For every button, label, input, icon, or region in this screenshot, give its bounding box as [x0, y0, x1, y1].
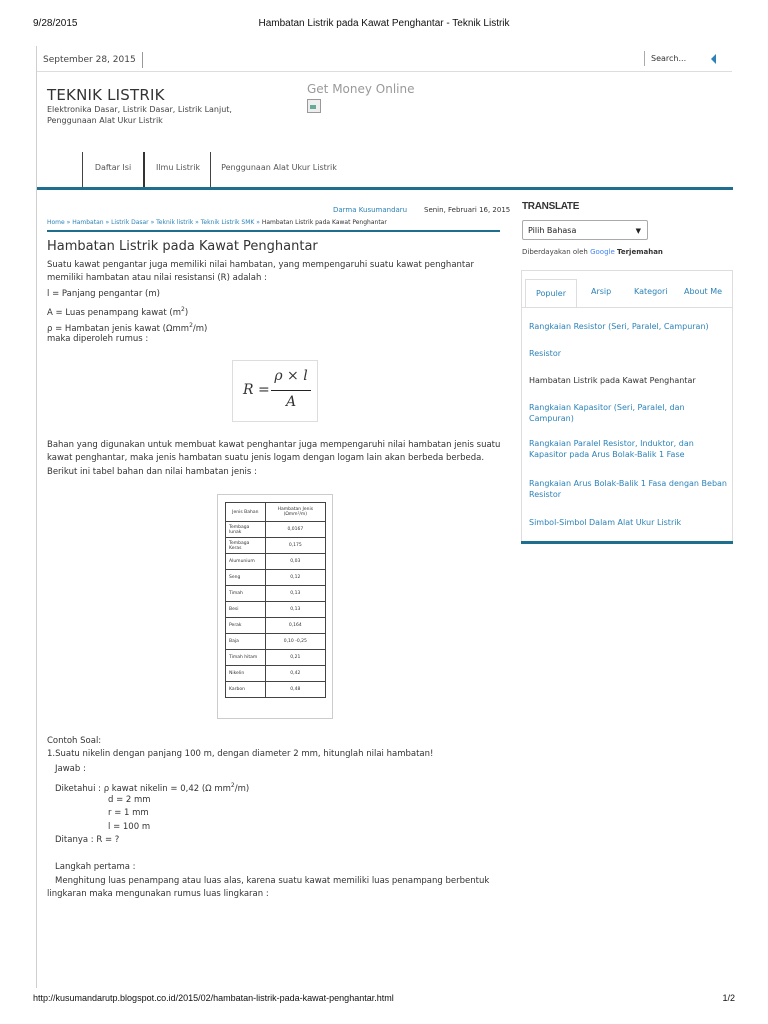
breadcrumb-link[interactable]: Home — [47, 219, 65, 226]
breadcrumb-link[interactable]: Listrik Dasar — [111, 219, 149, 226]
site-description: Elektronika Dasar, Listrik Dasar, Listrik Lanjut, Penggunaan Alat Ukur Listrik — [47, 105, 232, 125]
formula-numerator: ρ × l — [274, 368, 308, 384]
widget-bottom-bar — [521, 541, 733, 544]
popular-post-link[interactable]: Rangkaian Kapasitor (Seri, Paralel, dan Campuran) — [529, 403, 685, 423]
translate-link[interactable]: Terjemahan — [617, 248, 663, 256]
answer-label: Jawab : — [55, 764, 86, 774]
table-row: Karbon 0,48 — [226, 682, 326, 698]
table-row: Baja 0,10 -0,25 — [226, 634, 326, 650]
print-title: Hambatan Listrik pada Kawat Penghantar - Teknik Listrik — [258, 18, 510, 29]
formula-lead: maka diperoleh rumus : — [47, 334, 149, 344]
tabs-divider — [522, 307, 732, 308]
popular-post-link[interactable]: Rangkaian Resistor (Seri, Paralel, Campuran) — [529, 322, 709, 331]
translate-title: TRANSLATE — [522, 201, 580, 212]
resistivity-table-image — [217, 494, 333, 719]
formula-fraction-bar — [271, 390, 311, 391]
nav-item-ilmu-listrik[interactable]: Ilmu Listrik — [143, 152, 211, 188]
breadcrumb-current: Hambatan Listrik pada Kawat Penghantar — [261, 219, 387, 226]
popular-post-link[interactable]: Simbol-Simbol Dalam Alat Ukur Listrik — [529, 518, 682, 527]
table-row: Nikelin 0,42 — [226, 666, 326, 682]
var-a: A = Luas penampang kawat $(m^2)$ — [47, 306, 189, 318]
nav-item-alat-ukur[interactable]: Penggunaan Alat Ukur Listrik — [210, 152, 347, 188]
dropdown-arrow-icon: ▼ — [635, 227, 641, 235]
table-row: Perak 0,164 — [226, 618, 326, 634]
asked: Ditanya : R = ? — [55, 835, 120, 845]
ad-title: Get Money Online — [307, 82, 415, 96]
var-rho: ρ = Hambatan jenis kawat (Ωmm$^2$/m) — [47, 322, 208, 334]
print-date: 9/28/2015 — [33, 18, 78, 29]
popular-post-link[interactable]: Rangkaian Arus Bolak-Balik 1 Fasa dengan Beban Resistor — [529, 479, 728, 499]
table-row: Tembaga lunak 0,0167 — [226, 522, 326, 538]
breadcrumb-link[interactable]: Hambatan — [72, 219, 104, 226]
top-bar — [37, 49, 732, 72]
example-title: Contoh Soal: — [47, 736, 102, 746]
post-author[interactable]: Darma Kusumandaru — [333, 206, 408, 214]
broken-image-icon[interactable] — [307, 99, 321, 113]
tabbed-widget — [521, 270, 733, 544]
known-rho: Diketahui : ρ kawat nikelin = 0,42 (Ω $mm^2/m$) — [55, 782, 250, 794]
google-logo[interactable]: Google — [590, 248, 615, 256]
popular-post-link[interactable]: Rangkaian Paralel Resistor, Induktor, dan Kapasitor pada Arus Bolak-Balik 1 Fase — [529, 439, 694, 459]
breadcrumb-link[interactable]: Teknik Listrik SMK — [200, 219, 255, 226]
language-select[interactable]: Pilih Bahasa ▼ — [522, 220, 648, 240]
nav-divider — [37, 187, 733, 190]
table-row: Timah hitam 0,21 — [226, 650, 326, 666]
table-row: Timah 0,13 — [226, 586, 326, 602]
post-intro: Suatu kawat pengantar juga memiliki nilai hambatan, yang mempengaruhi suatu kawat penghantar memiliki hambatan atau nilai resistansi (R) adalah : — [47, 260, 474, 283]
tab-about-me[interactable]: About Me — [684, 287, 723, 296]
popular-post-link[interactable]: Resistor — [529, 349, 561, 358]
breadcrumb: Home » Hambatan » Listrik Dasar » Teknik listrik » Teknik Listrik SMK » Hambatan Listrik pada Kawat Penghantar — [47, 219, 387, 226]
var-l: l = Panjang pengantar (m) — [47, 289, 160, 299]
nav-item-daftar-isi[interactable]: Daftar Isi — [82, 152, 143, 188]
powered-by: Diberdayakan oleh Google Terjemahan — [522, 248, 663, 256]
popular-post-link[interactable]: Hambatan Listrik pada Kawat Penghantar — [529, 376, 696, 385]
table-row: Alumunium 0,03 — [226, 554, 326, 570]
table-header: Jenis Bahan — [226, 503, 266, 522]
search-input[interactable]: Search... — [644, 51, 721, 66]
table-lead: Berikut ini tabel bahan dan nilai hambatan jenis : — [47, 467, 257, 477]
material-text: Bahan yang digunakan untuk membuat kawat penghantar juga mempengaruhi nilai hambatan jenis suatu kawat penghantar, maka jenis hambatan suatu jenis logam dengan logam lain akan berbeda berbeda. — [47, 440, 501, 463]
breadcrumb-link[interactable]: Teknik listrik — [156, 219, 194, 226]
search-icon[interactable] — [711, 54, 716, 64]
tab-populer[interactable]: Populer — [525, 279, 577, 308]
post-date: Senin, Februari 16, 2015 — [424, 206, 511, 214]
table-row: Besi 0,13 — [226, 602, 326, 618]
step-text: Menghitung luas penampang atau luas alas, karena suatu kawat memiliki luas penampang berbentuk lingkaran maka mengunakan rumus luas lingkaran : — [47, 876, 490, 899]
known-d: d = 2 mm — [108, 795, 151, 805]
step-title: Langkah pertama : — [55, 862, 136, 872]
tab-arsip[interactable]: Arsip — [591, 287, 612, 296]
table-row: Tembaga Keras 0,175 — [226, 538, 326, 554]
table-row: Seng 0,12 — [226, 570, 326, 586]
formula-denominator: A — [285, 394, 297, 410]
table-header: Hambatan Jenis (Ωmm²/m) — [265, 503, 325, 522]
formula-lhs: R = — [243, 382, 270, 398]
known-l: l = 100 m — [108, 822, 151, 832]
post-title: Hambatan Listrik pada Kawat Penghantar — [47, 239, 318, 254]
tab-kategori[interactable]: Kategori — [634, 287, 668, 296]
formula-image — [232, 360, 318, 422]
post-divider — [47, 230, 500, 232]
current-date: September 28, 2015 — [43, 52, 143, 68]
site-title[interactable]: TEKNIK LISTRIK — [47, 86, 165, 104]
resistivity-table — [225, 502, 326, 698]
example-question: 1.Suatu nikelin dengan panjang 100 m, dengan diameter 2 mm, hitunglah nilai hambatan! — [47, 749, 434, 759]
print-page-number: 1/2 — [722, 993, 735, 1003]
print-url: http://kusumandarutp.blogspot.co.id/2015/02/hambatan-listrik-pada-kawat-penghantar.html — [33, 993, 394, 1003]
known-r: r = 1 mm — [108, 808, 149, 818]
